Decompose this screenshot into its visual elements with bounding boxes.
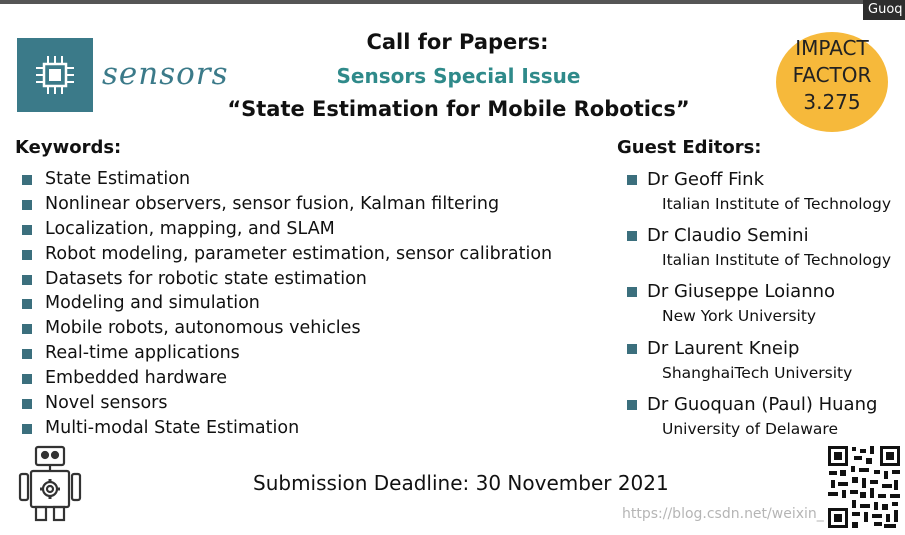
impact-factor-badge <box>776 32 888 132</box>
impact-factor-value: 3.275 <box>803 90 861 114</box>
editor-affiliation: New York University <box>662 307 817 326</box>
editor-item <box>627 280 891 336</box>
list-item <box>22 192 552 217</box>
keyword-text: Multi-modal State Estimation <box>45 417 300 438</box>
bullet-icon <box>22 250 32 260</box>
list-item <box>22 366 552 391</box>
bullet-icon <box>22 399 32 409</box>
list-item <box>22 291 552 316</box>
keyword-text: Robot modeling, parameter estimation, sensor calibration <box>45 243 553 264</box>
page-title: Call for Papers: <box>366 30 549 54</box>
editor-name: Dr Giuseppe Loianno <box>647 281 836 303</box>
editor-item <box>627 393 891 449</box>
qr-code-icon[interactable] <box>826 444 902 530</box>
keywords-list <box>22 167 552 441</box>
editor-affiliation: Italian Institute of Technology <box>662 195 891 213</box>
bullet-icon <box>22 200 32 210</box>
editor-affiliation: Italian Institute of Technology <box>662 251 891 270</box>
editor-affiliation: University of Delaware <box>662 419 839 438</box>
bullet-icon <box>627 400 637 410</box>
editor-name: Dr Claudio Semini <box>647 225 809 247</box>
watermark: https://blog.csdn.net/weixin_ <box>622 506 824 522</box>
impact-label-line1: IMPACT <box>795 36 869 60</box>
list-item <box>22 391 552 416</box>
top-border <box>0 0 905 4</box>
editors-list <box>627 168 891 449</box>
bullet-icon <box>627 344 637 354</box>
robot-icon <box>16 444 84 524</box>
presenter-name-tag: Guoq <box>863 0 905 20</box>
list-item <box>22 341 552 366</box>
bullet-icon <box>22 225 32 235</box>
list-item <box>22 267 552 292</box>
editor-item <box>627 337 891 393</box>
keyword-text: Real-time applications <box>45 343 240 364</box>
bullet-icon <box>627 231 637 241</box>
keyword-text: Mobile robots, autonomous vehicles <box>45 318 361 339</box>
submission-deadline: Submission Deadline: 30 November 2021 <box>253 471 669 495</box>
keyword-text: Embedded hardware <box>45 368 228 389</box>
bullet-icon <box>22 275 32 285</box>
bullet-icon <box>22 299 32 309</box>
list-item <box>22 217 552 242</box>
special-issue-subtitle: Sensors Special Issue <box>336 64 581 88</box>
editors-heading: Guest Editors: <box>617 137 762 158</box>
list-item <box>22 242 552 267</box>
editor-item <box>627 168 891 224</box>
bullet-icon <box>22 349 32 359</box>
keyword-text: Datasets for robotic state estimation <box>45 268 367 289</box>
editor-name: Dr Laurent Kneip <box>647 337 800 359</box>
bullet-icon <box>627 287 637 297</box>
editor-item <box>627 224 891 280</box>
keyword-text: State Estimation <box>45 169 191 189</box>
bullet-icon <box>22 424 32 434</box>
editor-name: Dr Guoquan (Paul) Huang <box>647 393 878 415</box>
list-item <box>22 167 552 192</box>
impact-label-line2: FACTOR <box>792 63 872 87</box>
keyword-text: Localization, mapping, and SLAM <box>45 218 335 239</box>
editor-name: Dr Geoff Fink <box>647 169 765 190</box>
bullet-icon <box>22 324 32 334</box>
editor-affiliation: ShanghaiTech University <box>662 363 853 382</box>
bullet-icon <box>627 175 637 185</box>
list-item <box>22 316 552 341</box>
bullet-icon <box>22 175 32 185</box>
keyword-text: Nonlinear observers, sensor fusion, Kalman filtering <box>45 193 500 214</box>
keywords-heading: Keywords: <box>15 137 122 158</box>
keyword-text: Novel sensors <box>45 393 168 414</box>
issue-topic: “State Estimation for Mobile Robotics” <box>227 97 690 121</box>
list-item <box>22 416 552 441</box>
journal-logo-text: sensors <box>102 56 229 92</box>
keyword-text: Modeling and simulation <box>45 293 260 314</box>
bullet-icon <box>22 374 32 384</box>
